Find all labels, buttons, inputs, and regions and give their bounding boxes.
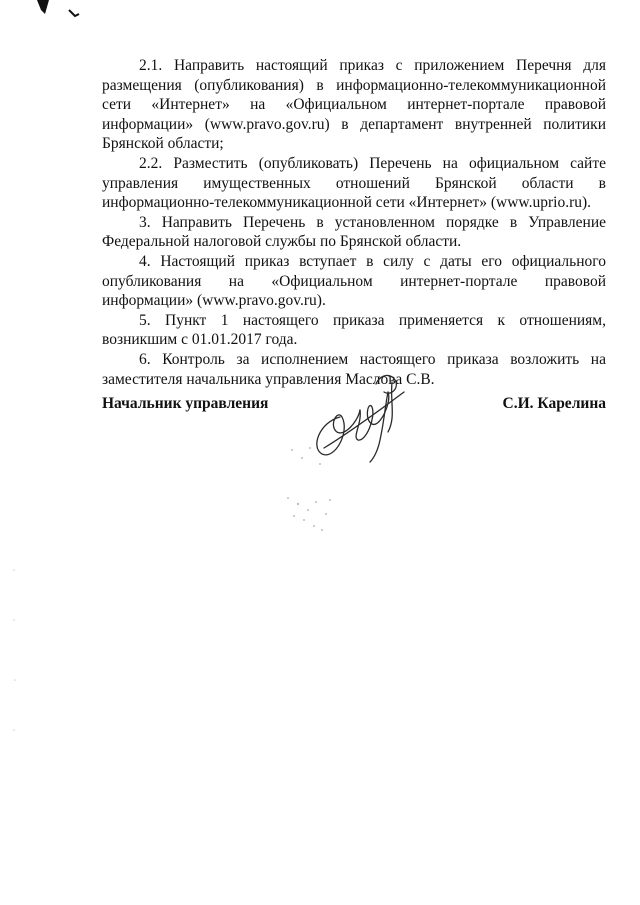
paragraph-2-1: 2.1. Направить настоящий приказ с приложением Перечня для размещения (опубликования) в информационно-телекоммуникационной сети «Интернет» на «Официальном интернет-портале правовой информации» (www.pravo.gov.ru) в департамент внутренней политики Брянской области; <box>102 57 606 153</box>
order-body <box>102 56 606 389</box>
paragraph-6: 6. Контроль за исполнением настоящего приказа возложить на заместителя начальника управления Маслова С.В. <box>102 350 606 388</box>
signatory-name: С.И. Карелина <box>502 395 606 412</box>
paragraph-2-2: 2.2. Разместить (опубликовать) Перечень на официальном сайте управления имущественных отношений Брянской области в информационно-телекоммуникационной сети «Интернет» (www.uprio.ru). <box>102 154 606 212</box>
signatory-title: Начальник управления <box>102 395 269 412</box>
paragraph-5: 5. Пункт 1 настоящего приказа применяется к отношениям, возникшим с 01.01.2017 года. <box>102 311 606 349</box>
scan-corner-mark <box>35 0 85 22</box>
paragraph-4: 4. Настоящий приказ вступает в силу с даты его официального опубликования на «Официальном интернет-портале правовой информации» (www.pravo.gov.ru). <box>102 252 606 310</box>
paragraph-3: 3. Направить Перечень в установленном порядке в Управление Федеральной налоговой службы по Брянской области. <box>102 213 606 251</box>
faint-stamp-traces <box>280 440 360 540</box>
scan-edge-specks <box>10 560 20 740</box>
